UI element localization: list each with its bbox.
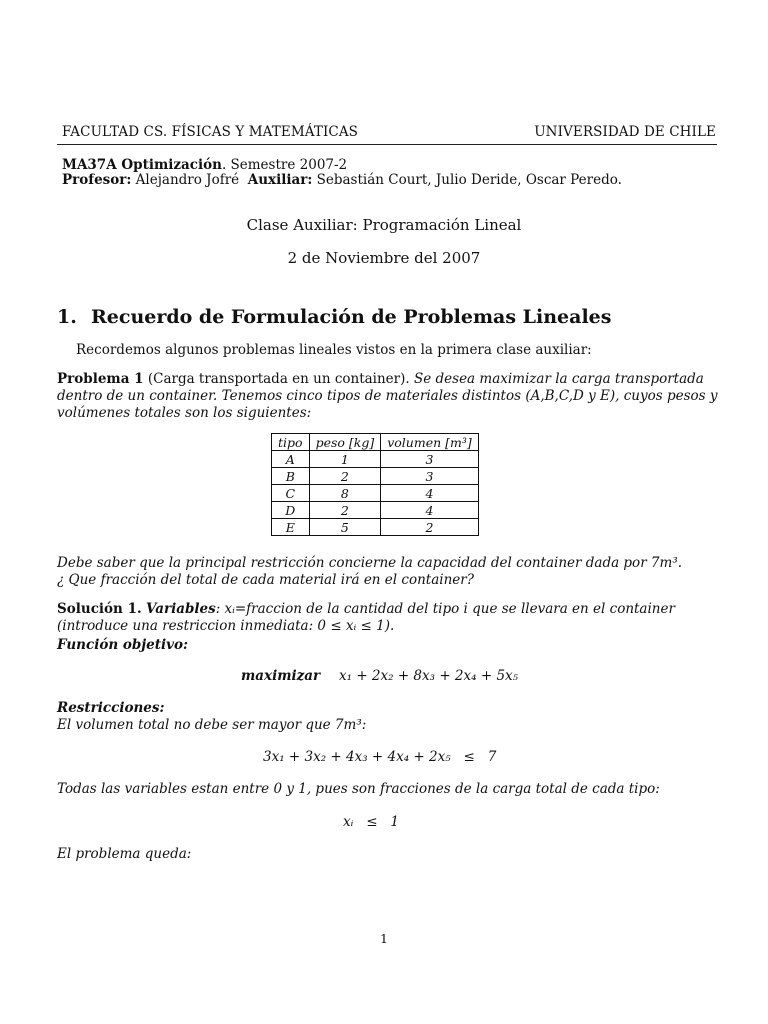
question-line-1: Debe saber que la principal restricción concierne la capacidad del container dada por 7m³. xyxy=(57,555,683,571)
bounds-constraint: xᵢ ≤ 1 xyxy=(343,814,399,830)
class-title: Clase Auxiliar: Programación Lineal xyxy=(246,216,522,234)
volume-constraint: 3x₁ + 3x₂ + 4x₃ + 4x₄ + 2x₅ ≤ 7 xyxy=(263,749,497,765)
objective-label: Función objetivo: xyxy=(57,637,188,653)
professor-name: Alejandro Jofré xyxy=(135,172,240,188)
table-header-cell: peso [kg] xyxy=(309,434,381,451)
materials-table xyxy=(271,433,479,536)
table-row xyxy=(272,485,479,502)
maximize-keyword: maximizar xyxy=(241,668,321,684)
table-header-cell: tipo xyxy=(272,434,310,451)
table-cell: 2 xyxy=(309,502,381,519)
table-cell: 1 xyxy=(309,451,381,468)
objective-function xyxy=(241,668,518,684)
header-rule xyxy=(57,144,717,145)
section-title: Recuerdo de Formulación de Problemas Lineales xyxy=(91,306,612,328)
section-number: 1. xyxy=(57,306,77,328)
variables-label: Variables xyxy=(145,601,216,617)
table-cell: 5 xyxy=(309,519,381,536)
table-cell: 3 xyxy=(381,468,479,485)
problem-text: Se desea maximizar la carga transportada dentro de un container. Tenemos cinco tipos de materiales distintos (A,B,C,D y E), cuyos pesos y volúmenes totales son los siguientes: xyxy=(57,371,718,421)
header-faculty: FACULTAD CS. FÍSICAS Y MATEMÁTICAS xyxy=(62,124,359,140)
section-heading xyxy=(57,306,611,328)
variables-text: : xᵢ=fraccion de la cantidad del tipo i que se llevara en el container (introduce una restriccion inmediata: 0 ≤ xᵢ ≤ 1). xyxy=(57,601,675,634)
restrictions-block xyxy=(57,700,366,734)
table-row xyxy=(272,502,479,519)
page-number: 1 xyxy=(380,931,388,946)
header-university: UNIVERSIDAD DE CHILE xyxy=(534,124,716,140)
problem-label: Problema 1 xyxy=(57,371,144,387)
auxiliary-names: Sebastián Court, Julio Deride, Oscar Peredo. xyxy=(316,172,622,188)
table-row xyxy=(272,468,479,485)
table-cell: 8 xyxy=(309,485,381,502)
solution-intro xyxy=(57,601,721,635)
table-cell: D xyxy=(272,502,310,519)
objective-expression: x₁ + 2x₂ + 8x₃ + 2x₄ + 5x₅ xyxy=(339,668,519,684)
table-cell: E xyxy=(272,519,310,536)
course-info xyxy=(62,158,622,188)
solution-label: Solución 1. xyxy=(57,601,142,617)
course-code: MA37A Optimización xyxy=(62,157,222,173)
table-cell: B xyxy=(272,468,310,485)
course-semester: . Semestre 2007-2 xyxy=(221,157,348,173)
table-cell: 4 xyxy=(381,502,479,519)
professor-label: Profesor: xyxy=(62,172,132,188)
problem-subtitle: (Carga transportada en un container). xyxy=(143,371,410,387)
restrictions-text: El volumen total no debe ser mayor que 7m³: xyxy=(57,717,367,733)
intro-paragraph: Recordemos algunos problemas lineales vistos en la primera clase auxiliar: xyxy=(76,342,592,358)
table-cell: 2 xyxy=(381,519,479,536)
table-cell: A xyxy=(272,451,310,468)
question-line-2: ¿ Que fracción del total de cada material irá en el container? xyxy=(57,572,474,588)
problem-remains-text: El problema queda: xyxy=(57,846,192,862)
restrictions-label: Restricciones: xyxy=(57,700,165,716)
problem-statement xyxy=(57,371,721,422)
table-cell: 2 xyxy=(309,468,381,485)
table-row xyxy=(272,451,479,468)
table-row xyxy=(272,519,479,536)
bounds-text: Todas las variables estan entre 0 y 1, pues son fracciones de la carga total de cada tipo: xyxy=(57,781,660,797)
table-cell: C xyxy=(272,485,310,502)
problem-question xyxy=(57,555,721,589)
table-header-cell: volumen [m³] xyxy=(381,434,479,451)
auxiliary-label: Auxiliar: xyxy=(247,172,313,188)
table-cell: 4 xyxy=(381,485,479,502)
class-date: 2 de Noviembre del 2007 xyxy=(287,249,481,267)
table-header-row xyxy=(272,434,479,451)
table-cell: 3 xyxy=(381,451,479,468)
